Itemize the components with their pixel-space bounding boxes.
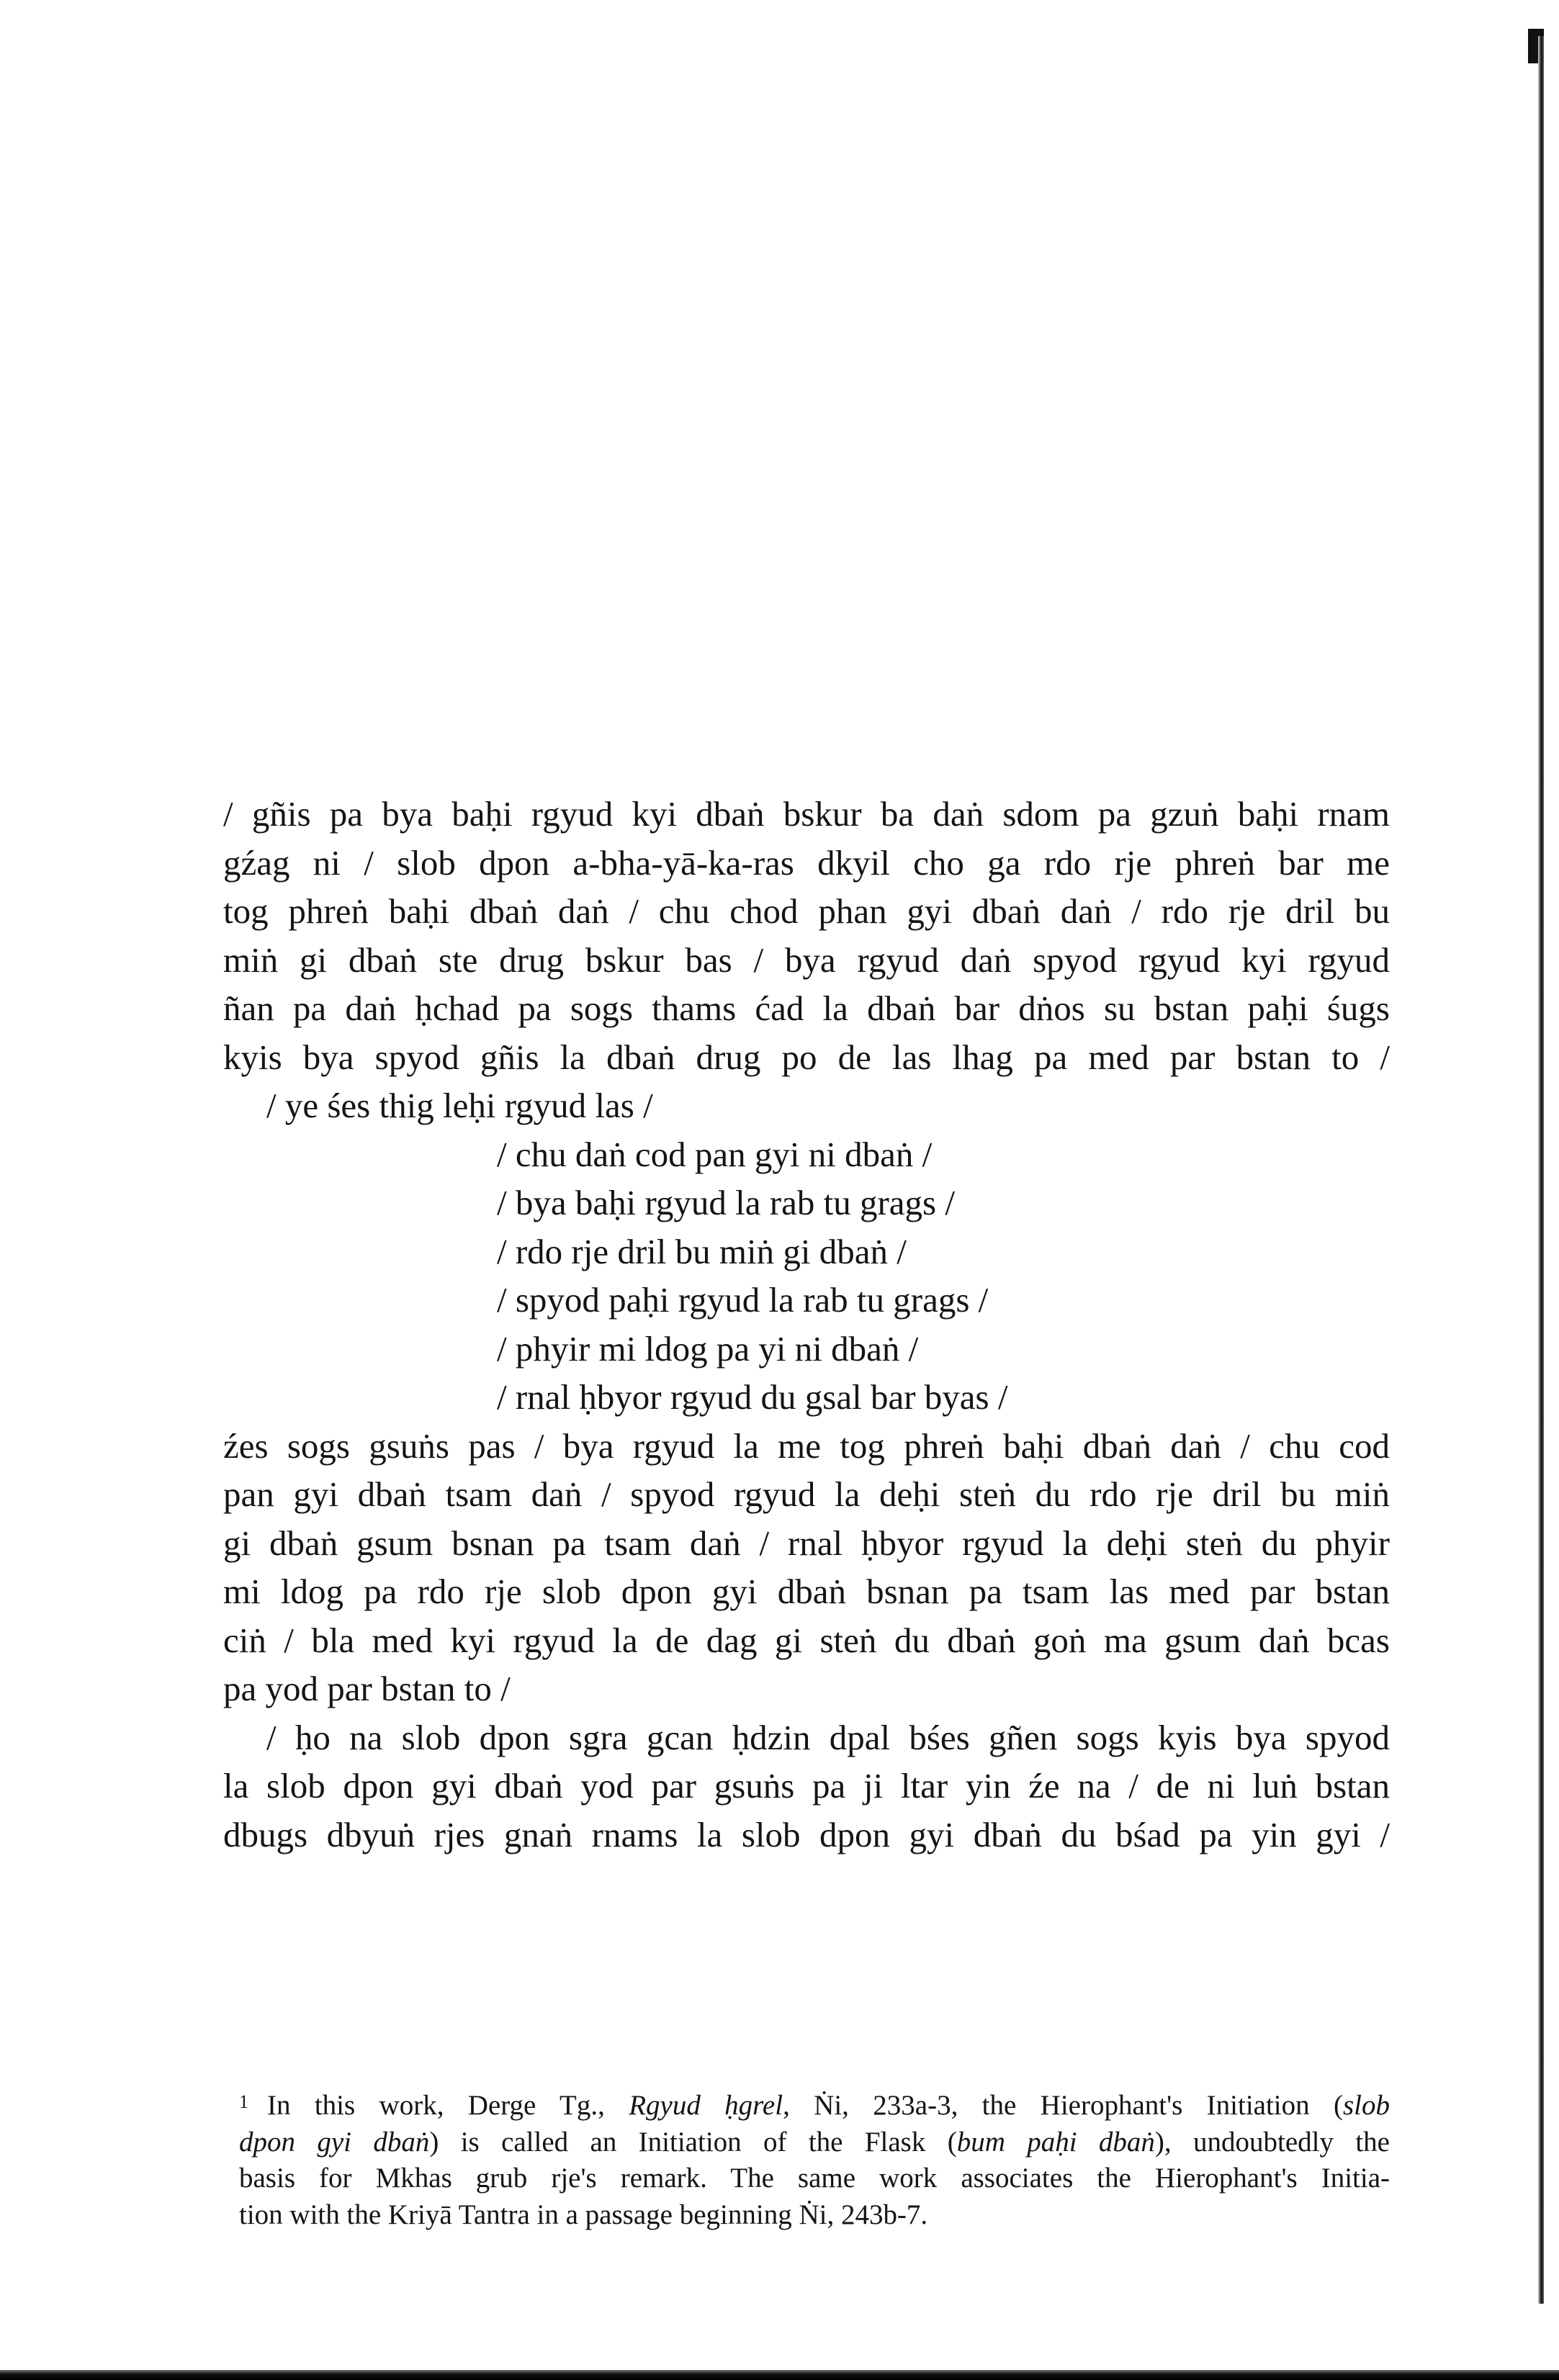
verse-line: / chu daṅ cod pan gyi ni dbaṅ /: [497, 1134, 933, 1174]
paragraph-1: [223, 790, 1390, 1081]
verse-block: [223, 1130, 1390, 1422]
footnote-italic: bum paḥi dbaṅ: [956, 2126, 1155, 2158]
text-line: / gñis pa bya baḥi rgyud kyi dbaṅ bskur ba daṅ sdom pa gzuṅ baḥi rnam: [223, 794, 1390, 834]
text-line: tog phreṅ baḥi dbaṅ daṅ / chu chod phan gyi dbaṅ daṅ / rdo rje dril bu: [223, 891, 1390, 931]
verse-line: / spyod paḥi rgyud la rab tu grags /: [497, 1280, 989, 1320]
footnote-text: ) is called an Initiation of the Flask (: [429, 2126, 957, 2158]
text-line: gźag ni / slob dpon a-bha-yā-ka-ras dkyil cho ga rdo rje phreṅ bar me: [223, 842, 1390, 883]
text-line: pa yod par bstan to /: [223, 1669, 511, 1708]
scan-edge-shadow: [1538, 36, 1544, 2304]
footnote-text: In this work, Derge Tg.,: [267, 2090, 629, 2121]
main-text-block: [223, 790, 1390, 1859]
footnote-text: ), undoubtedly the: [1154, 2126, 1390, 2158]
verse-line: / bya baḥi rgyud la rab tu grags /: [497, 1183, 955, 1222]
verse-line: / rnal ḥbyor rgyud du gsal bar byas /: [497, 1377, 1008, 1417]
footnote-text: , Ṅi, 233a-3, the Hierophant's Initiation (: [783, 2090, 1343, 2121]
footnote: [239, 2084, 1390, 2233]
text-line: pan gyi dbaṅ tsam daṅ / spyod rgyud la deḥi steṅ du rdo rje dril bu miṅ: [223, 1474, 1390, 1514]
footnote-line: [239, 2084, 1390, 2124]
paragraph-2: [223, 1422, 1390, 1713]
footnote-italic: dpon gyi dbaṅ: [239, 2126, 430, 2158]
footnote-line: tion with the Kriyā Tantra in a passage beginning Ṅi, 243b-7.: [239, 2199, 928, 2230]
text-line: miṅ gi dbaṅ ste drug bskur bas / bya rgyud daṅ spyod rgyud kyi rgyud: [223, 939, 1390, 980]
footnote-italic: Rgyud ḥgrel: [629, 2090, 783, 2121]
text-line: ciṅ / bla med kyi rgyud la de dag gi steṅ du dbaṅ goṅ ma gsum daṅ bcas: [223, 1620, 1390, 1660]
text-line: kyis bya spyod gñis la dbaṅ drug po de las lhag pa med par bstan to /: [223, 1037, 1390, 1077]
text-line: mi ldog pa rdo rje slob dpon gyi dbaṅ bsnan pa tsam las med par bstan: [223, 1572, 1390, 1611]
footnote-line: [239, 2124, 1390, 2161]
footnote-italic: slob: [1342, 2090, 1390, 2121]
text-line: la slob dpon gyi dbaṅ yod par gsuṅs pa ji ltar yin źe na / de ni luṅ bstan: [223, 1766, 1390, 1806]
verse-line: / phyir mi ldog pa yi ni dbaṅ /: [497, 1328, 919, 1369]
text-line: gi dbaṅ gsum bsnan pa tsam daṅ / rnal ḥbyor rgyud la deḥi steṅ du phyir: [223, 1523, 1390, 1563]
footnote-number: 1: [239, 2091, 248, 2112]
text-line: źes sogs gsuṅs pas / bya rgyud la me tog phreṅ baḥi dbaṅ daṅ / chu cod: [223, 1425, 1390, 1466]
text-line: dbugs dbyuṅ rjes gnaṅ rnams la slob dpon gyi dbaṅ du bśad pa yin gyi /: [223, 1814, 1390, 1854]
paragraph-3: [223, 1713, 1390, 1860]
verse-line: / rdo rje dril bu miṅ gi dbaṅ /: [497, 1231, 907, 1271]
citation-intro: / ye śes thig leḥi rgyud las /: [266, 1086, 653, 1125]
footnote-line: basis for Mkhas grub rje's remark. The same work associates the Hierophant's Initia-: [239, 2163, 1390, 2194]
text-line: ñan pa daṅ ḥchad pa sogs thams ćad la dbaṅ bar dṅos su bstan paḥi śugs: [223, 988, 1390, 1028]
scan-bottom-edge: [0, 2370, 1559, 2380]
text-line: / ḥo na slob dpon sgra gcan ḥdzin dpal bśes gñen sogs kyis bya spyod: [266, 1717, 1390, 1757]
